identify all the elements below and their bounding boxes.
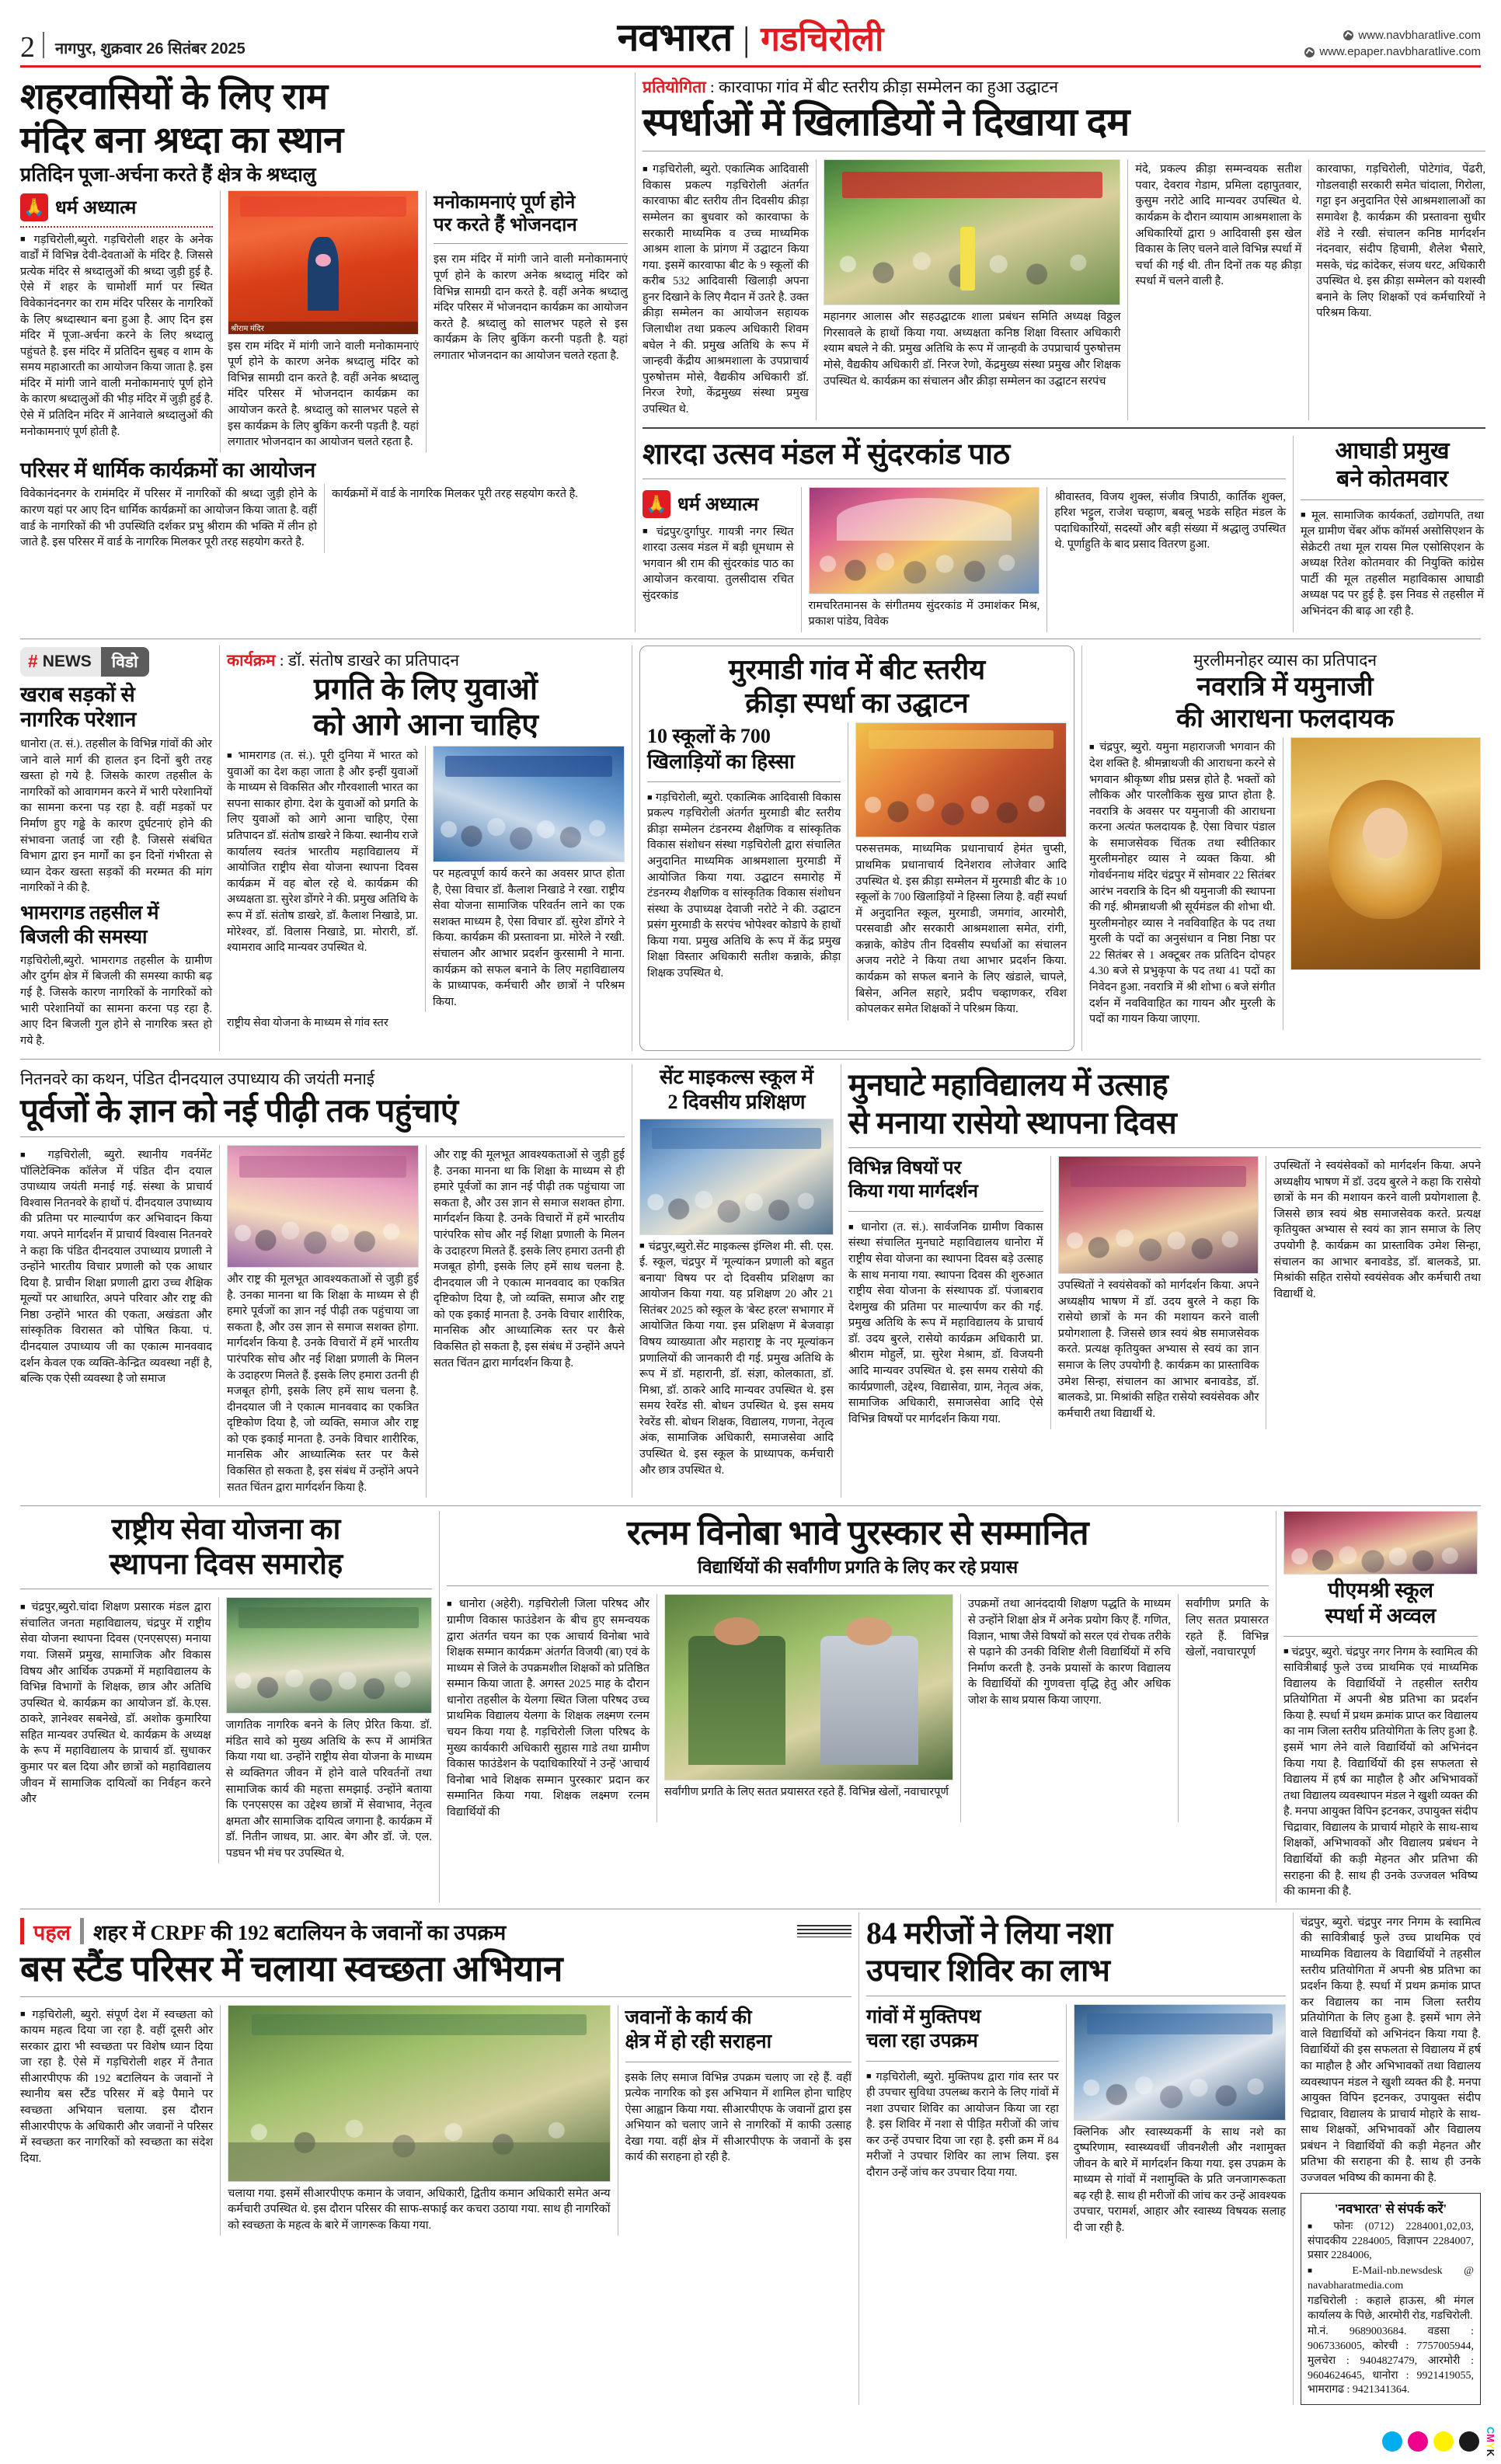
column-divider [219, 646, 220, 1052]
subdeck-line-1: गांवों में मुक्तिपथ [866, 2006, 981, 2027]
kicker-rest: : कारवाफा गांव में बीट स्तरीय क्रीड़ा सम्मेलन का हुआ उद्घाटन [709, 78, 1059, 96]
sports-body-4: कारवाफा, गड़चिरोली, पोटेगांव, पेंढरी, गोडलवाही सरकारी समेत चांदाला, गिरोला, गट्टा इन अनुदानित ऐसे आश्रमशालाओं का समावेश है. कार्यक्रम की प्रस्तावना सुधीर शेंडे ने रखी. संचालन कनिष्ठ मार्गदर्शन नंदनवार, संदीप हिचामी, शैलेश भैसारे, मसके, चंद्र कांदेकर, संजय धरट, अधिकारी उपस्थित थे. इस क्रीड़ा सम्मेलन को यशस्वी बनाने के लिए शिक्षकों एवं कर्मचारियों ने परिश्रम किया. [1316, 163, 1486, 320]
headline-line-2: 2 दिवसीय प्रशिक्षण [667, 1090, 806, 1113]
band-four [20, 1511, 1481, 1902]
subdeck-line-2: किया गया मार्गदर्शन [848, 1182, 978, 1202]
headline-line-2: क्रीड़ा स्पर्धा का उद्घाटन [745, 687, 969, 719]
ratnam-body-1: ■ धानोरा (अहेरी). गड़चिरोली जिला परिषद और ग्रामीण विकास फाउंडेशन के बीच हुए समन्वयक द्वारा अंतर्गत चयन का एक आचार्य विनोबा भावे शिक्षक सम्मान कार्यक्रम' अंतर्गत विजयी (बा) एवं के माध्यम से जिले के उपक्रमशील शिक्षकों को प्रतिष्ठित सम्मान किया जाता है. अगस्त 2025 माह के दौरान धानोरा तहसील के येलगा स्थित जिला परिषद उच्च प्राथमिक विद्यालय येलगा के शिक्षक लक्ष्मण रत्नम चयन किया गया है. गड़चिरोली जिला परिषद के मुख्य कार्यकारी अधिकारी सुहास गाडे तथा ग्रामीण विकास फाउंडेशन के पदाधिकारियों ने उन्हें 'आचार्य विनोबा भावे शिक्षक सम्मान पुरस्कार' प्रदान कर सम्मानित किया गया. शिक्षक लक्ष्मण रत्नम विद्यार्थियों की [447, 1596, 650, 1820]
headline-line-1: राष्ट्रीय सेवा योजना का [111, 1513, 341, 1547]
sports-col-1 [643, 159, 809, 419]
photo-crowd [640, 1119, 833, 1234]
contact-mobiles: मो.नं. 9689003684. वडसा : 9067336005, कोरची : 7757005944, मुलचेरा : 9404827479, आरमोरी : 9604624645, धानोरा : 9921419055, भामरागढ : 9421341364. [1308, 2325, 1474, 2396]
column-divider [801, 487, 802, 632]
story-rashtriya-nss [20, 1511, 432, 1902]
story-yuva [227, 646, 625, 1052]
yuva-body-2: पर महत्वपूर्ण कार्य करने का अवसर प्राप्त होता है, ऐसा विचार डॉ. कैलाश निखाडे ने रखा. राष्ट्रीय सेवा योजना सामाजिक परिवर्तन लाने का एक सशक्त माध्यम है, ऐसा विचार डॉ. सुरेश डोंगरे ने किया. कार्यक्रम की प्रस्तावना प्रा. मोरेले ने रखी. संचालन और आभार प्रदर्शन कुरसामी ने माना. कार्यक्रम को सफल बनाने के लिए महाविद्यालय के प्राध्यापक, कर्मचारी और छात्रों ने परिश्रम किया. [433, 868, 625, 1008]
band-two [20, 646, 1481, 1052]
sports-col-3 [1135, 159, 1301, 419]
kicker [227, 650, 625, 670]
headline-line-2: मंदिर बना श्रध्दा का स्थान [20, 118, 343, 160]
headline-line-2: से मनाया रासेयो स्थापना दिवस [848, 1105, 1177, 1140]
swachhata-col-1 [20, 2005, 213, 2236]
nasha-photo-col [1074, 2004, 1286, 2239]
headline: बस स्टैंड परिसर में चलाया स्वच्छता अभियान [20, 1948, 563, 1989]
photo-crowd [856, 723, 1066, 837]
section-badge-dharm [20, 193, 136, 221]
namaste-icon: 🙏 [643, 490, 670, 518]
story-ram-mandir [20, 72, 628, 632]
url-epaper: www.epaper.navbharatlive.com [1319, 45, 1481, 59]
story-news-video [20, 646, 212, 1052]
swachhata-body-1: ■ गड़चिरोली, ब्युरो. संपूर्ण देश में स्वच्छता को कायम महत्व दिया जा रहा है. वहीं दूसरी ओर सरकार द्वारा भी स्वच्छता पर विशेष ध्यान दिया जा रहा है. ऐसे में गड़चिरोली शहर में तैनात सीआरपीएफ की 192 बटालियन के जवानों ने स्थानीय बस स्टैंड परिसर में बड़े पैमाने पर स्वच्छता अभियान चलाया. इस दौरान सीआरपीएफ के अधिकारी और जवानों ने परिसर में स्वच्छता कर नागरिकों को स्वच्छता का संदेश दिया. [20, 2007, 213, 2167]
column-divider [656, 1594, 657, 1822]
sub-headline-line-1: भामरागड तहसील में [20, 902, 159, 924]
band-rule [20, 1505, 1481, 1506]
yellow-dot [1433, 2431, 1454, 2452]
hr [1283, 1636, 1478, 1637]
sharda-photo-col [809, 487, 1040, 632]
navratri-body: ■ चंद्रपुर, ब्युरो. यमुना महाराजजी भगवान की देश शक्ति है. श्रीमन्नाथजी की आराधना करने से भगवान श्रीकृष्ण शीघ्र प्रसन्न होते है. भक्तों को लौकिक और पारलौकिक सुख प्राप्त होता है. नवरात्रि के अवसर पर यमुनाजी की आराधना करना अत्यंत फलदायक है. ऐसा विचार पंडाल के समाजसेवक चिंतक तथा स्वीतिकार मुरलीमनोहर व्यास ने व्यक्त किया. श्री गोवर्धननाथ मंदिर चंद्रपुर में सोमवार 22 सितंबर आरंभ नवरात्रि के दिन श्री यमुनाजी की स्थापना की गई. श्रीमन्नाथजी श्री सूर्यमंडल की शोभा थी. मुरलीमनोहर व्यास ने नवविवाहित के पद तथा मुरली के पदों का अनुसंधान व निष्ठा निष्ठा पर 22 सितंबर से 1 अक्टूबर तक प्रतिदिन दोपहर 4.30 बजे से प्रभुकृपा के पद तथा 41 पदों का निवेदन हुआ. नवरात्रि में श्री शोभा 6 बजे संगीत दर्शन में नवविवाहित का गायन और मुरली के पदों का गायन किया जाएगा. [1089, 740, 1276, 1027]
column-divider [218, 1597, 219, 1864]
sharda-body-2: रामचरितमानस के संगीतमय सुंदरकांड में उमाशंकर मिश्र, प्रकाश पांडेय, विवेक [808, 599, 1040, 628]
lead-left-side-col [434, 190, 628, 453]
headline-line-1: पीएमश्री स्कूल [1328, 1578, 1433, 1603]
aghadi-body: ■ मूल. सामाजिक कार्यकर्ता, उद्योगपति, तथा मूल ग्रामीण चेंबर ऑफ कॉमर्स असोसिएशन के सेक्रेटरी तथा मूल रायस मिल एसोसिएशन के अध्यक्ष रितेश कोतमवार की नियुक्ति कांग्रेस पार्टी की मूल तहसील महाविकास आघाडी अध्यक्ष पद पर हुई है. इस निवड से तहसील में अभिनंदन की बाढ़ आ रही है. [1301, 508, 1484, 620]
column-divider [1081, 646, 1082, 1052]
headline-line-1: 84 मरीजों ने लिया नशा [866, 1915, 1113, 1951]
headline-line-1: नवरात्रि में यमुनाजी [1196, 672, 1374, 701]
subdeck-line-1: 10 स्कूलों के 700 [647, 725, 771, 748]
cmyk-label: CMYK [1485, 2426, 1496, 2456]
yuva-body-1: ■ भामरागड (त. सं.). पूरी दुनिया में भारत को युवाओं का देश कहा जाता है और इन्हीं युवाओं के माध्यम से विकसित और गौरवशाली भारत का सपना साकार होगा. देश के युवाओं को प्रगति के लिए युवाओं को आगे आना चाहिए, ऐसा प्रतिपादन डॉ. संतोष डाखरे ने किया. स्थानीय राजे कार्यालय स्वतंत्र भारतीय महाविद्यालय में आयोजित राष्ट्रीय सेवा योजना स्थापना दिवस कार्यक्रम में वह बोल रहे थे. कार्यक्रम की अध्यक्षता डा. सुरेश डोंगरे ने की. प्रमुख अतिथि के रूप में डॉ. संतोष डाखरे, डॉ. कैलाश निखाडे, प्रा. मोरेश्वर, डॉ. विलास निखाडे, प्रा. मोरारी, डॉ. श्यामराव आदि मान्यवर उपस्थित थे. [227, 748, 418, 956]
subdeck: विद्यार्थियों की सर्वांगीण प्रगति के लिए कर रहे प्रयास [697, 1557, 1019, 1577]
photo-crowd [1074, 2005, 1285, 2120]
kicker: मुरलीमनोहर व्यास का प्रतिपादन [1193, 650, 1377, 670]
lead-paragraph: ■ गड़चिरोली,ब्युरो. गड़चिरोली शहर के अनेक वार्डों में विभिन्न देवी-देवताओं के मंदिर है. जिससे प्रत्येक मंदिर से श्रध्दालुओं की श्रध्दा जुड़ी हुई है. ऐसे में शहर के चामोर्शी मार्ग पर स्थित विवेकानंदनगर का राम मंदिर परिसर के नागरिकों के लिए श्रध्दास्थान बना हुआ है. आए दिन इस मंदिर में पूजा-अर्चना करने के लिए श्रध्दालु पहुंचते है. इस मंदिर में प्रतिदिन सुबह व शाम के समय महाआरती का आयोजन किया जाता है. इस मंदिर में मांगी जाने वाली मनोकामनाएं पूर्ण होने के कारण श्रध्दालुओं की भीड़ मंदिर में जुड़ी हुई है. ऐसे में प्रतिदिन मंदिर में आनेवाले श्रध्दालुओं की मनोकामनाएं पूर्ण होती है. [20, 232, 213, 440]
column-divider [1178, 1594, 1179, 1822]
headline-line-2: उपचार शिविर का लाभ [866, 1953, 1110, 1989]
sub-headline-line-2: बिजली की समस्या [20, 927, 148, 948]
video-label: विडो [101, 647, 149, 677]
hr [20, 1136, 625, 1137]
photo-munghate-nss [1058, 1156, 1259, 1274]
bottom-body-1: विवेकानंदनगर के रामंमदिर में परिसर में नागरिकों की श्रध्दा जुड़ी होने के कारण यहां पर आए दिन धार्मिक कार्यक्रमों का आयोजन किया जाता है. वहीं वार्ड के नागरिकों की भी उपस्थिति दर्शकर प्रभु श्रीराम की भक्ति में लीन हो जाते है. इस परिसर में वार्ड के नागरिक मिलकर पूरी तरह सहयोग करते है. [20, 488, 317, 549]
photo-crowd [228, 1146, 418, 1267]
photo-caption: श्रीराम मंदिर [228, 322, 418, 334]
story-swachhata [20, 1912, 851, 2406]
ratnam-col-4 [1186, 1594, 1269, 1822]
column-divider [1293, 1912, 1294, 2406]
bullet-icon: ■ [1308, 2222, 1322, 2231]
headline-line-1: मुनघाटे महाविद्यालय में उत्साह [848, 1067, 1168, 1103]
story-navratri [1089, 646, 1481, 1052]
hr [848, 1211, 1043, 1212]
news-body: धानोरा (त. सं.). तहसील के विभिन्न गांवों की ओर जाने वाले मार्ग की हालत इन दिनों बुरी तरह खस्ता हो गये है. जिसके कारण तहसील के नागरिकों को आवागमन करने में भारी परेशानियों का सामना करना पड़ रहा है. वहीं मड़कों पर निर्माण हुए गढ्ढे के कारण दुर्घटनाएं होने की संभावना जताई जा रही है. जिससे संबंधित विभाग द्वारा इन मार्गों का इन दिनों गंभीरता से ध्यान देकर खस्ता सड़कों की मरम्मत की मांग नागरिकों ने की है. [20, 738, 212, 895]
column-divider [439, 1511, 440, 1902]
headline-line-2: बने कोतमवार [1336, 465, 1448, 492]
column-divider [1127, 159, 1128, 419]
yuva-col-1 [227, 746, 418, 1012]
hr [434, 243, 628, 244]
hr [866, 2061, 1059, 2062]
ratnam-body-3: उपक्रमों तथा आनंददायी शिक्षण पद्धति के माध्यम से उन्होंने शिक्षा क्षेत्र में अनेक प्रयोग किए हैं. गणित, विज्ञान, भाषा जैसे विषयों को सरल एवं रोचक तरीके से पढ़ाने की उनकी विशिष्ट शैली विद्यार्थियों में रुचि निर्माण करती है. उनके प्रयासों के कारण विद्यालय के विद्यार्थियों की गुणवत्ता वृद्धि हेतु और अधिक जोश के साथ प्रयास किया जाएगा. [967, 1598, 1171, 1707]
column-divider [858, 1912, 859, 2406]
pmshri-tail-text: चंद्रपुर, ब्युरो. चंद्रपुर नगर निगम के स्वामित्व की सावित्रीबाई फुले उच्च प्राथमिक एवं माध्यमिक विद्यालय के विद्यार्थियों ने तहसील स्तरीय प्रतियोगिता में अपनी श्रेष्ठ प्रतिभा का प्रदर्शन किया है. स्पर्धा में प्रथम क्रमांक प्राप्त कर विद्यालय का नाम जिला स्तरीय प्रतियोगिता के लिए हुआ है. इसमें भाग लेने वाले विद्यार्थियों को अभिनंदन किया गया है. विद्यार्थियों की इस सफलता से विद्यालय में हर्ष का माहौल है और अभिभावकों तथा विद्यालय व्यवस्थापन मंडल ने खुशी व्यक्त की है. मनपा आयुक्त विपिन इटनकर, उपायुक्त संदीप चिद्रावार, विद्यालय के प्राचार्य मोहारे के साथ-साथ शिक्षकों, अभिभावकों और विद्यालय प्रबंधन ने विद्यार्थियों की कड़ी मेहनत और प्रतिभा की सराहना की है. साथ ही उनके उज्जवल भविष्य की कामना की है. [1301, 1916, 1481, 2185]
band-divider [635, 72, 636, 632]
subdeck-line-2: खिलाड़ियों का हिस्सा [647, 750, 795, 774]
sharda-body-3: श्रीवास्तव, विजय शुक्ल, संजीव त्रिपाठी, कार्तिक शुक्ल, हरिश भट्टुल, राजेश चव्हाण, बबलू भडके सहित मंडल के पदाधिकारियों, सदस्यों और बड़ी संख्या में श्रद्धालु उपस्थित थे. पूर्णाहुति के बाद प्रसाद वितरण हुआ. [1054, 490, 1286, 552]
column-divider [220, 2005, 221, 2236]
hr [447, 1585, 1269, 1586]
brand-name: नवभारत [617, 16, 733, 59]
kicker: नितनवरे का कथन, पंडित दीनदयाल उपाध्याय की जयंती मनाई [20, 1070, 375, 1089]
hr [1301, 499, 1484, 500]
sports-body-1: ■ गड़चिरोली, ब्युरो. एकात्मिक आदिवासी विकास प्रकल्प गड़चिरोली अंतर्गत कारवाफा बीट स्तरीय तीन दिवसीय क्रीड़ा सम्मेलन का बुधवार को कारवाफा के सरकारी माध्यमिक व उच्च माध्यमिक आश्रम शाला के प्रांगण में उद्घाटन किया गया. इसमें कारवाफा बीट के 9 स्कूलों की करीब 532 आदिवासी खिलाड़ी अपना हुनर दिखाने के लिए मैदान में उतरे है. उक्त क्रीड़ा सम्मेलन का आयोजन सहायक जिलाधीश तथा प्रकल्प अधिकारी शिवम बघेल ने की. प्रमुख अतिथि के रूप में जान्हवी केंद्रीय आश्रमशाला के उपप्राचार्य पुरुषोत्तम मोसे, वैद्यकीय अधिकारी डॉ. निरज रेणो, केंद्रमुख्य संस्था प्रमुख उपस्थित थे. [643, 162, 809, 417]
magenta-dot [1408, 2431, 1428, 2452]
url-line-2[interactable] [1304, 44, 1481, 61]
brand-logo [618, 9, 884, 62]
sports-body-3: मंदे, प्रकल्प क्रीड़ा सम्मन्वयक सतीश पवार, देवराव गेडाम, प्रमिला दहापुतवार, कुसुम नरोटे आदि मान्यवर उपस्थित थे. कार्यक्रम के दौरान व्यायाम आश्रमशाला के अधिकारियों द्वारा 9 आदिवासी इस खेल विकास के लिए चलने वाले विभिन्न स्पर्धा में चर्चा की गई थी. तीन दिनों तक यह क्रीड़ा स्पर्धा में चलने वाली है. [1135, 163, 1302, 288]
ratnam-col-1 [447, 1594, 650, 1822]
black-dot [1459, 2431, 1479, 2452]
contact-column [1301, 1912, 1481, 2406]
headline-line-2: नागरिक परेशान [20, 708, 137, 732]
url-main: www.navbharatlive.com [1358, 28, 1481, 42]
brand-separator: | [743, 20, 750, 58]
column-divider [816, 159, 817, 419]
story-aghadi [1301, 436, 1484, 632]
globe-icon [1304, 47, 1315, 57]
swachhata-photo-col [228, 2005, 610, 2236]
contact-phone [1308, 2220, 1474, 2264]
masthead [20, 0, 1481, 64]
munghate-col-3 [1273, 1156, 1481, 1429]
sports-photo-col [824, 159, 1121, 419]
cyan-dot [1382, 2431, 1402, 2452]
section-badge-label: धर्म अध्यात्म [677, 494, 759, 516]
contact-title: 'नवभारत' से संपर्क करें' [1334, 2201, 1447, 2216]
purvaj-body-3: और राष्ट्र की मूलभूत आवश्यकताओं से जुड़ी हुई है. उनका मानना था कि शिक्षा के माध्यम से ही हमारे पूर्वजों का ज्ञान नई पीढ़ी तक पहुंचाया जा सकता है, और उस ज्ञान से समाज सशक्त होगा. मार्गदर्शन किया है. उनके विचारों में हमें भारतीय पारंपरिक सोच और नई शिक्षा प्रणाली के मिलन के उदाहरण मिलते हैं. इसके लिए हमारा उतनी ही मजबूत होगी, इसके लिए हमें साथ चलना है. दीनदयाल जी ने एकात्म मानववाद का एकत्रित दृष्टिकोण दिया है, जो व्यक्ति, समाज और राष्ट्र को एक इकाई मानता है. उनके विचार शारीरिक, मानसिक और आध्यात्मिक स्तर पर कैसे विकसित हो सकता है, इस संबंध में उन्होंने अपने सतत चिंतन द्वारा मार्गदर्शन किया है. [433, 1149, 625, 1369]
photo-yamunaji [1290, 737, 1481, 970]
story-sharda [643, 436, 1286, 632]
story-munghate [848, 1064, 1481, 1498]
headline-line-2: को आगे आना चाहिए [313, 708, 538, 743]
photo-pmshri-students [1283, 1511, 1478, 1575]
yuva-photo-col [433, 746, 625, 1012]
munghate-body-2: उपस्थितों ने स्वयंसेवकों को मार्गदर्शन किया. अपने अध्यक्षीय भाषण में डॉ. उदय बुरले ने कहा कि रासेयो छात्रों के मन की मशायन करने वाली प्रयोगशाला है. जिससे छात्र स्वयं श्रेष्ठ समाजसेवक करते. प्रत्यक्ष कृतियुक्त अभ्यास से स्वयं का ज्ञान समाज के लिए उपयोगी है. कार्यक्रम का प्रास्ताविक उमेश सिन्हा, संचालन का आभार बनावडेड, डॉ. बालकडे, प्रा. मिश्रांकी सहित रासेयो स्वयंसेवक और कर्मचारी तथा विद्यार्थी थे. [1057, 1279, 1259, 1420]
subhead-dharmik: परिसर में धार्मिक कार्यक्रमों का आयोजन [20, 458, 316, 482]
purvaj-col-3 [434, 1145, 625, 1498]
purvaj-col-1 [20, 1145, 212, 1498]
ratnam-col-3 [968, 1594, 1171, 1822]
photo-sports-inauguration [824, 159, 1121, 305]
masthead-rule [20, 65, 1481, 68]
nasha-body-1: ■ गड़चिरोली, ब्युरो. मुक्तिपथ द्वारा गांव स्तर पर ही उपचार सुविधा उपलब्ध कराने के लिए गांवों में नशा उपचार शिविर का आयोजन किया जा रहा है. इस शिविर में नशा से पीड़ित मरीजों की जांच कर उन्हें उपचार दिया जा रहा है. इसी क्रम में 84 मरीजों ने उपचार शिविर का लाभ लिया. इस दौरान उन्हें जांच कर उपचार दिया गया. [866, 2069, 1059, 2181]
headline-line-1: प्रगति के लिए युवाओं [313, 672, 538, 706]
sharda-body-1: ■ चंद्रपुर/दुर्गापुर. गायत्री नगर स्थित शारदा उत्सव मंडल में बड़ी धूमधाम से भगवान श्री राम की सुंदरकांड पाठ का आयोजन करवाया. तुलसीदास रचित सुंदरकांड [643, 524, 794, 604]
band-lead [20, 72, 1486, 632]
band-rule [20, 1059, 1481, 1060]
side-headline-line-1: मनोकामनाएं पूर्ण होने [434, 191, 576, 213]
website-urls [1304, 27, 1481, 61]
column-divider [220, 190, 221, 453]
headline: स्पर्धाओं में खिलाडियों ने दिखाया दम [643, 100, 1130, 144]
folio-divider [43, 32, 44, 58]
photo-crowd [227, 1598, 431, 1713]
navratri-text-col [1089, 737, 1276, 1029]
headline: पूर्वजों के ज्ञान को नई पीढ़ी तक पहुंचाएं [20, 1093, 458, 1129]
swachhata-body-2: चलाया गया. इसमें सीआरपीएफ कमान के जवान, अधिकारी, द्वितीय कमान अधिकारी समेत अन्य कर्मचारी उपस्थित थे. इस दौरान परिसर की साफ-सफाई कर कचरा उठाया गया. साथ ही नागरिकों को स्वच्छता के महत्व के बारे में जागरूक किया गया. [228, 2187, 611, 2232]
photo-crowd [1284, 1512, 1477, 1574]
kicker-tag: कार्यक्रम [227, 650, 276, 670]
column-divider [960, 1594, 961, 1822]
sharda-col-3 [1054, 487, 1286, 632]
murmadi-left [647, 722, 841, 1019]
hash-icon: # [28, 651, 38, 672]
lead-left-photo-col [228, 190, 419, 453]
hr-strong [643, 427, 1485, 429]
kicker [643, 77, 1485, 97]
story-stmichaels [639, 1064, 834, 1498]
photo-nasha-camp [1074, 2004, 1286, 2121]
swachhata-sub-body: इसके लिए समाज विभिन्न उपक्रम चलाए जा रहे हैं. वहीं प्रत्येक नागरिक को इस अभियान में शामिल होना चाहिए ऐसा आह्वान किया गया. सीआरपीएफ के जवानों द्वारा इस अभियान को चलाए जाने से नागरिकों में काफी उत्साह देखा गया. वहीं क्षेत्र में सीआरपीएफ के जवानों के इस कार्य की सराहना हो रही है. [625, 2071, 851, 2164]
column-divider [1308, 159, 1309, 419]
decorative-lines [797, 1925, 851, 1937]
contact-phone-text: फोनः (0712) 2284001,02,03, संपादकीय 2284005, विज्ञापन 2284007, प्रसार 2284006, [1308, 2220, 1475, 2262]
lead-left-bottom-col-2 [332, 484, 628, 552]
munghate-col-1 [848, 1156, 1043, 1429]
story-nasha [866, 1912, 1286, 2406]
munghate-photo-col [1058, 1156, 1259, 1429]
rashtriya-body-1: ■ चंद्रपुर,ब्युरो.चांदा शिक्षण प्रसारक मंडल द्वारा संचालित जनता महाविद्यालय, चंद्रपुर में राष्ट्रीय सेवा योजना स्थापना दिवस (एनएसएस) मनाया गया. जिसमें प्रमुख, सामाजिक और विकास विषय और आर्थिक उपक्रमों में महाविद्यालय के विभिन्न विभागों के शिक्षक, छात्र और अतिथि उपस्थित थे. कार्यक्रम का आयोजन डॉ. के.एस. ठाकरे, ज्ञानेश्वर सबनेखे, डॉ. अशोक कुमारिया सहित मान्यवर उपस्थित थे. कार्यक्रम के अध्यक्ष के रूप में महाविद्यालय के प्राचार्य डॉ. सुधाकर कुमार पर बल दिया और छात्रों को महाविद्यालय जीवन में सामाजिक दायित्वों का निर्वहन करने और [20, 1599, 211, 1808]
photo-crowd [1059, 1157, 1259, 1273]
ratnam-photo-col [664, 1594, 953, 1822]
photo-nss-event [433, 746, 625, 862]
nasha-body-2: क्लिनिक और स्वास्थ्यकर्मी के साथ नशे का दुष्परिणाम, स्वास्थ्यवर्धी जीवनशैली और नशामुक्त जीवन के बारे में मार्गदर्शन किया गया. इस उपक्रम के माध्यम से गांवों में नशामुक्ति के प्रति जनजागरूकता बढ़ रही है. साथ ही मरीजों की जांच कर उन्हें आवश्यक उपचार, परामर्श, आहार और स्वास्थ्य विषयक सलाह दी जा रही है. [1073, 2125, 1286, 2235]
hr [20, 1996, 851, 1997]
rashtriya-photo-col [226, 1597, 432, 1864]
ratnam-body-4: सर्वांगीण प्रगति के लिए सतत प्रयासरत रहते हैं. विभिन्न खेलों, नवाचारपूर्ण [1185, 1598, 1269, 1659]
photo-crpf-cleanliness [228, 2005, 610, 2182]
bullet-icon: ■ [1308, 2267, 1331, 2276]
pahal-label: पहल [33, 1920, 71, 1944]
folio [20, 30, 246, 64]
dotted-rule [20, 226, 213, 228]
contact-box [1301, 2193, 1481, 2406]
headline-line-1: शहरवासियों के लिए राम [20, 75, 328, 117]
story-sports-meet [643, 72, 1485, 632]
rashtriya-col-1 [20, 1597, 211, 1864]
munghate-body-1: ■ धानोरा (त. सं.). सार्वजनिक ग्रामीण विकास संस्था संचालित मुनघाटे महाविद्यालय धानोरा में राष्ट्रीय सेवा योजना का स्थापना दिवस बड़े उत्साह के साथ मनाया गया. स्थापना दिवस की शुरुआत राष्ट्रीय सेवा योजना के संस्थापक डॉ. पंजाबराव देशमुख की प्रतिमा पर माल्यार्पण कर की गई. प्रमुख अतिथि के रूप में महाविद्यालय के प्राचार्य डॉ. उदय बुरले, रासेयो कार्यक्रम अधिकारी प्रा. श्रीराम मोहुर्ले, प्रा. सुरेश मेश्राम, डॉ. विजयनी आदि मान्यवर उपस्थित थे. इस समय रासेयो की कार्यप्रणाली, उद्देश्य, विद्यासेवा, ग्राम, नेतृत्व अंक, सामाजिक अधिकारी, समाजसेवा आदि ऐसे विभिन्न विषयों पर मार्गदर्शन किया गया. [848, 1220, 1043, 1428]
contact-email-text: E-Mail-nb.newsdesk @ navabharatmedia.com [1308, 2265, 1474, 2292]
pmshri-body: ■ चंद्रपुर, ब्युरो. चंद्रपुर नगर निगम के स्वामित्व की सावित्रीबाई फुले उच्च प्राथमिक एवं माध्यमिक विद्यालय के विद्यार्थियों ने तहसील स्तरीय प्रतियोगिता में अपनी श्रेष्ठ प्रतिभा का प्रदर्शन किया है. स्पर्धा में प्रथम क्रमांक प्राप्त कर विद्यालय का नाम जिला स्तरीय प्रतियोगिता के लिए हुआ है. इसमें भाग लेने वाले विद्यार्थियों को अभिनंदन किया गया है. विद्यार्थियों की इस सफलता से विद्यालय में हर्ष का माहौल है और अभिभावकों तथा विद्यालय व्यवस्थापन मंडल ने खुशी व्यक्त की है. मनपा आयुक्त विपिन इटनकर, उपायुक्त संदीप चिद्रावार, विद्यालय के प्राचार्य मोहारे के साथ-साथ शिक्षकों, अभिभावकों और विद्यालय प्रबंधन ने विद्यार्थियों की कड़ी मेहनत और प्रतिभा की सराहना की है. साथ ही उनके उज्जवल भविष्य की कामना की है. [1283, 1644, 1478, 1900]
edition-name: गडचिरोली [761, 20, 884, 58]
purvaj-photo-col [227, 1145, 419, 1498]
murmadi-body-1: ■ गड़चिरोली, ब्युरो. एकात्मिक आदिवासी विकास प्रकल्प गड़चिरोली अंतर्गत मुरमाडी बीट स्तरीय क्रीड़ा सम्मेलन टंडनरम्य शैक्षणिक व सांस्कृतिक विकास संशोधन संस्था गड़चिरोली द्वारा संचालित अनुदानित माध्यमिक आश्रमशाला मुरमाडी में आयोजित किया गया. उद्घाटन समारोह में टंडनरम्य शैक्षणिक व सांस्कृतिक विकास संशोधन संस्था के उपाध्यक्ष देवाजी नरोटे ने की. उद्घाटन प्रसंग मुरमाडी के सरपंच भोपेश्वर कोडापे के हाथों किया गया. प्रमुख अतिथि के रूप में केंद्र प्रमुख शिक्षा विस्तार अधिकारी सतीश कन्नाके, क्रीड़ा शिक्षक उपस्थित थे. [647, 790, 841, 982]
news-badge-left [20, 647, 101, 677]
ratnam-body-2: सर्वांगीण प्रगति के लिए सतत प्रयासरत रहते हैं. विभिन्न खेलों, नवाचारपूर्ण [663, 1786, 949, 1799]
url-line-1[interactable] [1304, 27, 1481, 44]
sports-col-4 [1316, 159, 1485, 419]
headline-line-1: मुरमाडी गांव में बीट स्तरीय [728, 653, 986, 685]
pahal-grey-bar [80, 1918, 84, 1944]
contact-email[interactable] [1308, 2264, 1474, 2294]
hr [848, 1147, 1481, 1148]
nasha-col-1 [866, 2004, 1059, 2239]
headline-line-2: स्पर्धा में अव्वल [1325, 1603, 1437, 1627]
stmichaels-body-1: ■ चंद्रपुर,ब्युरो.सेंट माइकल्स इंग्लिश मी. सी. एस. ई. स्कूल, चंद्रपुर में 'मूल्यांकन प्रणाली को बहुत बनाया' विषय पर दो दिवसीय प्रशिक्षण का आयोजन किया गया. यह प्रशिक्षण 20 और 21 सितंबर 2025 को स्कूल के 'बेस्ट हरल' सभागार में आयोजित किया गया. इस प्रशिक्षण में बेजवाड़ा विषय व्याख्याता और महाराष्ट्र के नए मूल्यांकन प्रणालियों की जानकारी दी गई. प्रमुख अतिथि के रूप में डॉ. महारानी, डॉ. संज्ञा, कोलकाता, डॉ. मिश्रा, डॉ. ठाकरे आदि मान्यवर उपस्थित थे. इस समय रेवरेंड सी. बोधन उपस्थित थे. इस समय रेवरेंड सी. बोधन शिक्षक, विद्यालय, गणना, नेतृत्व अंक, सामाजिक अधिकारी, समाजसेवा आदि उपस्थित थे. इस स्कूल के प्राध्यापक, कर्मचारी और छात्र उपस्थित थे. [639, 1239, 834, 1479]
photo-murmadi-sports [855, 722, 1067, 837]
subdeck-line-2: चला रहा उपक्रम [866, 2031, 978, 2052]
lead-left-bottom-col-1 [20, 484, 317, 552]
band-three [20, 1064, 1481, 1498]
side-headline-line-2: पर करते हैं भोजनदान [434, 214, 577, 236]
murmadi-right [855, 722, 1067, 1019]
cmyk-registration-marks [1382, 2427, 1496, 2456]
photo-crowd [434, 747, 624, 861]
namaste-icon: 🙏 [20, 193, 48, 221]
headline: शारदा उत्सव मंडल में सुंदरकांड पाठ [643, 437, 1011, 471]
section-badge-label: धर्म अध्यात्म [55, 197, 137, 219]
headline-line-2: स्थापना दिवस समारोह [109, 1548, 343, 1582]
story-purvaj [20, 1064, 625, 1498]
column-divider [1293, 436, 1294, 632]
section-badge-dharm [643, 490, 758, 518]
lead-left-col2-text: इस राम मंदिर में मांगी जाने वाली मनोकामनाएं पूर्ण होने के कारण अनेक श्रध्दालु मंदिर को विभिन्न सामग्री दान करते है. वहीं अनेक श्रध्दालु मंदिर परिसर में भोजनदान कार्यक्रम का आयोजन करते है. श्रध्दालु को सालभर पहले से इस कार्यक्रम के लिए बुकिंग करनी पड़ती है. यहां लगातार भोजनदान का आयोजन चलते रहता है. [228, 339, 420, 449]
murmadi-body-2: परुसत्तमक, माध्यमिक प्रधानाचार्य हेमंत चुप्सी, प्राथमिक प्रधानाचार्य दिनेशराव लोजेवार आदि उपस्थित थे. इस क्रीड़ा सम्मेलन में मुरमाडी बीट के 10 स्कूलों के 700 खिलाड़ियों ने हिस्सा लिया है. वहीं स्पर्धा में अनुदानित स्कूल, मुरमाडी, जमगांव, आरमोरी, परसवाडी और सरकारी आश्रमशाला समेत, रांगी, कन्नाके, कोडेप तीन दिवसीय स्पर्धाओं का संचालन अजय नरोटे ने किया तथा आभार प्रदर्शन किया. कार्यक्रम को सफल बनाने के लिए खंडाले, चापले, बिसेन, अनिल सहारे, प्रदीप चव्हाणकर, रविश कोपलकर समेत शिक्षकों ने परिश्रम किया. [855, 843, 1067, 1016]
sharda-col-1 [643, 487, 794, 632]
column-divider [1050, 1156, 1051, 1429]
news-label: NEWS [42, 652, 92, 670]
pahal-red-bar [20, 1918, 24, 1944]
photo-ratnam-award [664, 1594, 953, 1780]
story-pmshri [1283, 1511, 1478, 1902]
photo-stmichaels-training [639, 1119, 834, 1235]
news-video-badge[interactable] [20, 647, 149, 677]
photo-sundarkand [809, 487, 1040, 594]
globe-icon [1343, 30, 1353, 40]
news-sub-body: गड़चिरोली,ब्युरो. भामरागड तहसील के ग्रामीण और दुर्गम क्षेत्र में बिजली की समस्या काफी बढ़ गई है. जिसके कारण नागरिकों के नागरिकों को भारी परेशानियों का सामना करना पड़ रहा है. आए दिन बिजली गुल होने से नागरिक त्रस्त हो गये है. [20, 954, 212, 1047]
headline: रत्नम विनोबा भावे पुरस्कार से सम्मानित [626, 1514, 1089, 1553]
side-body: इस राम मंदिर में मांगी जाने वाली मनोकामनाएं पूर्ण होने के कारण अनेक श्रध्दालु मंदिर को विभिन्न सामग्री दान करते है. वहीं अनेक श्रध्दालु मंदिर परिसर में भोजनदान कार्यक्रम का आयोजन करते है. श्रध्दालु को सालभर पहले से इस कार्यक्रम के लिए बुकिंग करनी पड़ती है. यहां लगातार भोजनदान का आयोजन चलते रहता है. [434, 253, 628, 362]
column-divider [426, 190, 427, 453]
dateline: नागपुर, शुक्रवार 26 सितंबर 2025 [55, 40, 246, 57]
column-divider [425, 746, 426, 1012]
kicker-tag: प्रतियोगिता [643, 78, 706, 96]
headline-line-1: सेंट माइकल्स स्कूल में [659, 1066, 814, 1089]
subdeck: प्रतिदिन पूजा-अर्चना करते हैं क्षेत्र के श्रध्दालु [20, 164, 316, 186]
hr [647, 781, 841, 782]
column-divider [219, 1145, 220, 1498]
band-five [20, 1912, 1481, 2406]
subdeck-line-1: विभिन्न विषयों पर [848, 1158, 962, 1179]
story-ratnam-award [447, 1511, 1269, 1902]
pahal-kicker-text: शहर में CRPF की 192 बटालियन के जवानों का उपक्रम [92, 1920, 507, 1944]
lead-left-col-1 [20, 190, 213, 453]
headline-line-1: खराब सड़कों से [20, 682, 135, 706]
pahal-kicker-bar [20, 1917, 851, 1946]
contact-address: गडचिरोली : कहाले हाऊस, श्री मंगल कार्यालय के पिछे, आरमोरी रोड, गडचिरोली. [1308, 2295, 1474, 2322]
photo-deendayal-jayanti [227, 1145, 419, 1268]
column-divider [324, 484, 325, 552]
kicker-rest: : डॉ. संतोष डाखरे का प्रतिपादन [279, 650, 459, 670]
purvaj-body-2: और राष्ट्र की मूलभूत आवश्यकताओं से जुड़ी हुई है. उनका मानना था कि शिक्षा के माध्यम से ही हमारे पूर्वजों का ज्ञान नई पीढ़ी तक पहुंचाया जा सकता है, और उस ज्ञान से समाज सशक्त होगा. मार्गदर्शन किया है. उनके विचारों में हमें भारतीय पारंपरिक सोच और नई शिक्षा प्रणाली के मिलन के उदाहरण मिलते हैं. इसके लिए हमारा उतनी ही मजबूत होगी, इसके लिए हमें साथ चलना है. दीनदयाल जी ने एकात्म मानववाद का एकत्रित दृष्टिकोण दिया है, जो व्यक्ति, समाज और राष्ट्र को एक इकाई मानता है. उनके विचार शारीरिक, मानसिक और आध्यात्मिक स्तर पर कैसे विकसित हो सकता है, इस संबंध में उन्होंने अपने सतत चिंतन द्वारा मार्गदर्शन किया है. [226, 1273, 419, 1494]
rashtriya-body-2: जागतिक नागरिक बनने के लिए प्रेरित किया. डॉ. मंडित सावे को मुख्य अतिथि के रूप में आमंत्रित किया गया था. उन्होंने राष्ट्रीय सेवा योजना के माध्यम से व्यक्तिगत जीवन में होने वाले परिवर्तनों तथा सामाजिक कार्य की महत्ता समझाई. उन्होंने बताया कि एनएसएस का उद्देश्य छात्रों में सेवाभाव, नेतृत्व क्षमता और सामाजिक दायित्व जगाना है. कार्यक्रम में डॉ. नितीन जाधव, प्रा. आर. बेग और डॉ. जे. एल. पडघन भी मंच पर उपस्थित थे. [225, 1719, 432, 1860]
column-divider [1066, 2004, 1067, 2239]
munghate-body-3: उपस्थितों ने स्वयंसेवकों को मार्गदर्शन किया. अपने अध्यक्षीय भाषण में डॉ. उदय बुरले ने कहा कि रासेयो छात्रों के मन की मशायन करने वाली प्रयोगशाला है. जिससे छात्र स्वयं श्रेष्ठ समाजसेवक करते. प्रत्यक्ष कृतियुक्त अभ्यास से स्वयं का ज्ञान समाज के लिए उपयोगी है. कार्यक्रम का प्रास्ताविक उमेश सिन्हा, संचालन का आभार बनावडेड, डॉ. बालकडे, प्रा. मिश्रांकी सहित रासेयो स्वयंसेवक और कर्मचारी तथा विद्यार्थी थे. [1273, 1160, 1481, 1300]
headline-line-2: की आराधना फलदायक [1176, 704, 1394, 733]
page-number: 2 [20, 30, 35, 64]
bottom-body-2: कार्यक्रमों में वार्ड के नागरिक मिलकर पूरी तरह सहयोग करते है. [332, 488, 578, 501]
swachhata-sub-col [625, 2005, 851, 2236]
photo-crowd [810, 488, 1040, 593]
sports-body-2: महानगर आलास और सहउद्घाटक शाला प्रबंधन समिति अध्यक्ष विठ्ठल गिरसावले के हाथों किया गया. अध्यक्षता कनिष्ठ शिक्षा विस्तार अधिकारी श्याम बघले ने की. प्रमुख अतिथि के रूप में जान्हवी के उपप्राचार्य पुरुषोत्तम मोसे, वैद्यकीय अधिकारी डॉ. निरज रेणो, केंद्रमुख्य संस्था प्रमुख और शिक्षक उपस्थित थे. कार्यक्रम का संचालन और क्रीड़ा सम्मेलन का उद्घाटन सरपंच [823, 311, 1121, 388]
purvaj-body-1: ■ गड़चिरोली, ब्युरो. स्थानीय गवर्नमेंट पॉलिटेक्निक कॉलेज में पंडित दीन दयाल उपाध्याय जयंती मनाई गई. संस्था के प्राचार्य विश्वास नितनवरे के हाथों पं. दीनदयाल उपाध्याय की प्रतिमा पर माल्यार्पण कर अभिवादन किया गया. अपने मार्गदर्शन में प्राचार्य विश्वास नितनवरे ने कहा कि पंडित दीनदयाल उपाध्याय प्रणाली ने उन्होंने भारतीय विचार प्रणाली को एक आधार दिया है. प्राचीन शिक्षा प्रणाली द्वारा उच्च शैक्षिक मूल्यों पर आधारित, अपने परिवार और राष्ट्र की निष्ठा उन्होंने भारत की एकता, अखंडता और सांस्कृतिक विरासत को पोषित किया. पं. दीनदयाल उपाध्याय जी का एकात्म मानववाद दर्शन केवल एक व्यक्ति-केन्द्रित व्यवस्था नहीं है, बल्कि एक ऐसी व्यवस्था है जो समाज [20, 1147, 212, 1387]
story-murmadi [639, 646, 1074, 1052]
sub-headline-line-2: क्षेत्र में हो रही सराहना [625, 2031, 772, 2053]
photo-nss-foundation-day [226, 1597, 432, 1714]
column-divider [426, 1145, 427, 1498]
navratri-photo-col [1290, 737, 1481, 1029]
band-sharda [643, 436, 1485, 632]
headline-line-1: आघाडी प्रमुख [1335, 437, 1450, 464]
photo-ram-mandir [228, 190, 419, 335]
sub-headline-line-1: जवानों के कार्य की [625, 2006, 752, 2028]
yuva-caption: राष्ट्रीय सेवा योजना के माध्यम से गांव स्तर [227, 1017, 388, 1030]
